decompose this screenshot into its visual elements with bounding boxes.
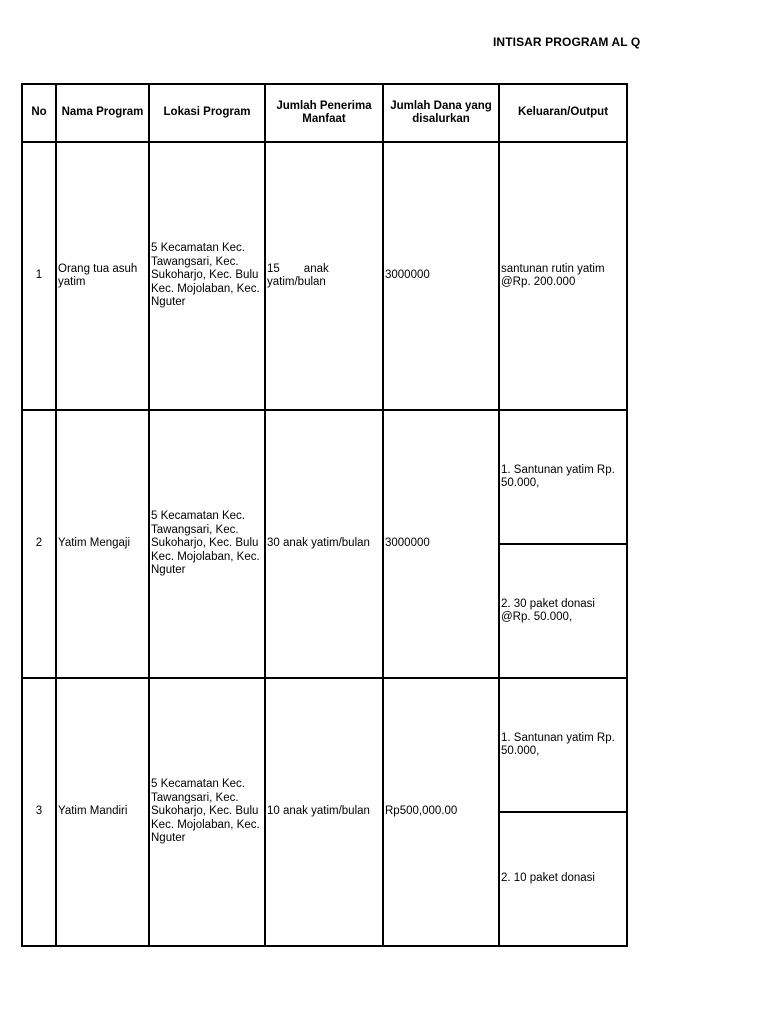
program-table [21,83,628,947]
cell-jumlah-penerima [265,142,383,410]
cell-keluaran: 1. Santunan yatim Rp. 50.000, [499,678,627,812]
header-no: No [22,84,56,142]
header-keluaran: Keluaran/Output [499,84,627,142]
cell-lokasi-program: 5 Kecamatan Kec. Tawangsari, Kec. Sukoharjo, Kec. Bulu Kec. Mojolaban, Kec. Nguter [149,410,265,678]
table-row [22,142,627,410]
header-lokasi-program: Lokasi Program [149,84,265,142]
header-nama-program: Nama Program [56,84,149,142]
table-row [22,678,627,812]
header-jumlah-dana: Jumlah Dana yang disalurkan [383,84,499,142]
cell-jumlah-penerima: 30 anak yatim/bulan [265,410,383,678]
document-title: INTISAR PROGRAM AL Q [493,35,641,49]
cell-no: 3 [22,678,56,946]
table-row [22,410,627,544]
cell-keluaran: 1. Santunan yatim Rp. 50.000, [499,410,627,544]
cell-jumlah-dana: Rp500,000.00 [383,678,499,946]
header-jumlah-penerima: Jumlah Penerima Manfaat [265,84,383,142]
cell-nama-program: Yatim Mengaji [56,410,149,678]
cell-keluaran: 2. 30 paket donasi @Rp. 50.000, [499,544,627,678]
cell-lokasi-program: 5 Kecamatan Kec. Tawangsari, Kec. Sukoharjo, Kec. Bulu Kec. Mojolaban, Kec. Nguter [149,142,265,410]
cell-no: 1 [22,142,56,410]
penerima-qty: 15 [267,262,280,275]
cell-jumlah-dana: 3000000 [383,142,499,410]
cell-keluaran: santunan rutin yatim @Rp. 200.000 [499,142,627,410]
cell-keluaran: 2. 10 paket donasi [499,812,627,946]
cell-nama-program: Yatim Mandiri [56,678,149,946]
cell-jumlah-dana: 3000000 [383,410,499,678]
cell-nama-program: Orang tua asuh yatim [56,142,149,410]
cell-lokasi-program: 5 Kecamatan Kec. Tawangsari, Kec. Sukoharjo, Kec. Bulu Kec. Mojolaban, Kec. Nguter [149,678,265,946]
penerima-unit: anak yatim/bulan [267,262,329,288]
cell-no: 2 [22,410,56,678]
table-header-row [22,84,627,142]
cell-jumlah-penerima: 10 anak yatim/bulan [265,678,383,946]
